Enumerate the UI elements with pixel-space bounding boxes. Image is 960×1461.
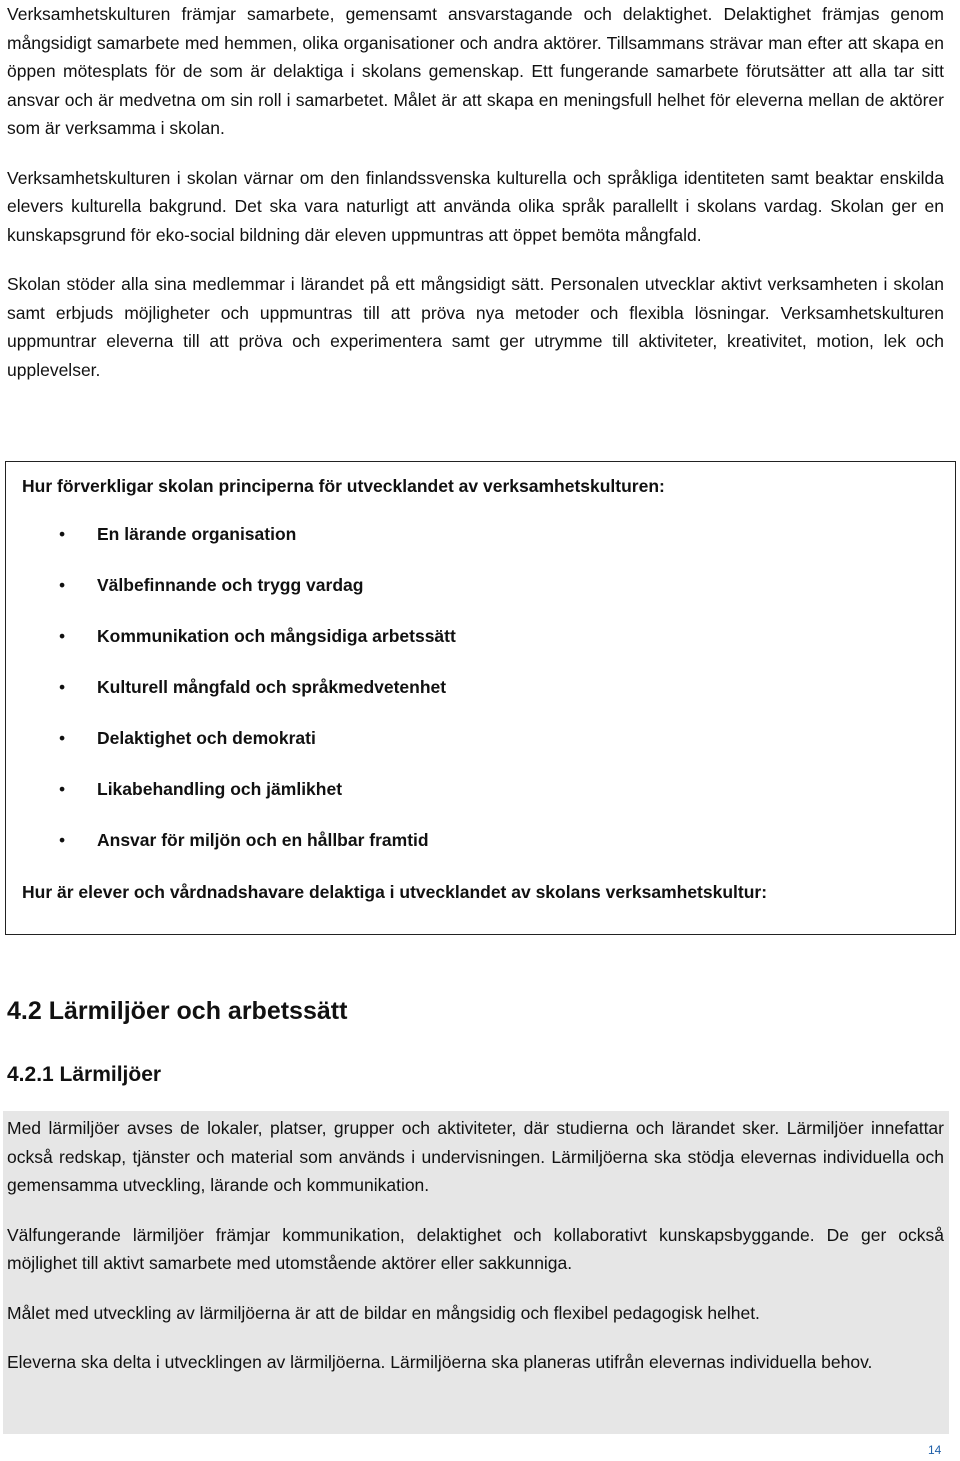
- bullet-icon: •: [59, 575, 66, 595]
- list-item: [6, 726, 456, 777]
- principles-box: [5, 461, 956, 935]
- bullet-icon: •: [59, 677, 66, 697]
- intro-text: [7, 0, 944, 405]
- list-item: [6, 675, 456, 726]
- intro-paragraph: Verksamhetskulturen främjar samarbete, gemensamt ansvarstagande och delaktighet. Delaktighet främjas genom mångsidigt samarbete med hemmen, olika organisationer och andra aktörer. Tillsammans strävar man efter att skapa en öppen mötesplats för de som är delaktiga i skolans gemenskap. Ett fungerande samarbete förutsätter att alla tar sitt ansvar och är medvetna om sin roll i samarbetet. Målet är att skapa en meningsfull helhet för eleverna mellan de aktörer som är verksamma i skolan.: [7, 4, 944, 138]
- principles-box-question: Hur är elever och vårdnadshavare delaktiga i utvecklandet av skolans verksamhetskultur:: [22, 882, 768, 902]
- list-item-label: En lärande organisation: [97, 524, 297, 544]
- list-item-label: Välbefinnande och trygg vardag: [97, 575, 364, 595]
- list-item-label: Ansvar för miljön och en hållbar framtid: [97, 830, 429, 850]
- intro-paragraph: Verksamhetskulturen i skolan värnar om den finlandssvenska kulturella och språkliga identiteten samt beaktar enskilda elevers kulturella bakgrund. Det ska vara naturligt att använda olika språk parallellt i skolans vardag. Skolan ger en kunskapsgrund för eko-social bildning där eleven uppmuntras att öppet bemöta mångfald.: [7, 167, 944, 245]
- bullet-icon: •: [59, 626, 66, 646]
- bullet-icon: •: [59, 779, 66, 799]
- list-item: [6, 828, 456, 879]
- intro-paragraph: Skolan stöder alla sina medlemmar i lärandet på ett mångsidigt sätt. Personalen utvecklar aktivt verksamheten i skolan samt erbjuds möjligheter och uppmuntras till att pröva nya metoder och flexibla lösningar. Verksamhetskulturen uppmuntrar eleverna till att pröva och experimentera samt ger utrymme till aktiviteter, kreativitet, motion, lek och upplevelser.: [7, 274, 944, 380]
- page-number: 14: [928, 1443, 942, 1457]
- shaded-text-block: [3, 1111, 949, 1434]
- list-item: [6, 777, 456, 828]
- list-item: [6, 573, 456, 624]
- list-item-label: Delaktighet och demokrati: [97, 728, 316, 748]
- principles-box-heading: Hur förverkligar skolan principerna för utvecklandet av verksamhetskulturen:: [22, 476, 665, 496]
- bullet-icon: •: [59, 728, 66, 748]
- body-paragraph: Välfungerande lärmiljöer främjar kommunikation, delaktighet och kollaborativt kunskapsbyggande. De ger också möjlighet till aktivt samarbete med utomstående aktörer eller sakkunniga.: [7, 1224, 944, 1273]
- principles-list: [6, 522, 456, 879]
- shaded-text: [7, 1114, 944, 1398]
- subsection-heading: 4.2.1 Lärmiljöer: [7, 1063, 162, 1086]
- section-heading: 4.2 Lärmiljöer och arbetssätt: [7, 997, 348, 1025]
- list-item: [6, 624, 456, 675]
- bullet-icon: •: [59, 524, 66, 544]
- list-item-label: Likabehandling och jämlikhet: [97, 779, 343, 799]
- bullet-icon: •: [59, 830, 66, 850]
- list-item-label: Kommunikation och mångsidiga arbetssätt: [97, 626, 456, 646]
- list-item-label: Kulturell mångfald och språkmedvetenhet: [97, 677, 447, 697]
- body-paragraph: Med lärmiljöer avses de lokaler, platser, grupper och aktiviteter, där studierna och lärandet sker. Lärmiljöer innefattar också redskap, tjänster och material som används i undervisningen. Lärmiljöerna ska stödja elevernas individuella och gemensamma utveckling, lärande och kommunikation.: [7, 1118, 944, 1195]
- body-paragraph: Målet med utveckling av lärmiljöerna är att de bildar en mångsidig och flexibel pedagogisk helhet.: [7, 1302, 760, 1323]
- list-item: [6, 522, 456, 573]
- body-paragraph: Eleverna ska delta i utvecklingen av lärmiljöerna. Lärmiljöerna ska planeras utifrån elevernas individuella behov.: [7, 1352, 873, 1372]
